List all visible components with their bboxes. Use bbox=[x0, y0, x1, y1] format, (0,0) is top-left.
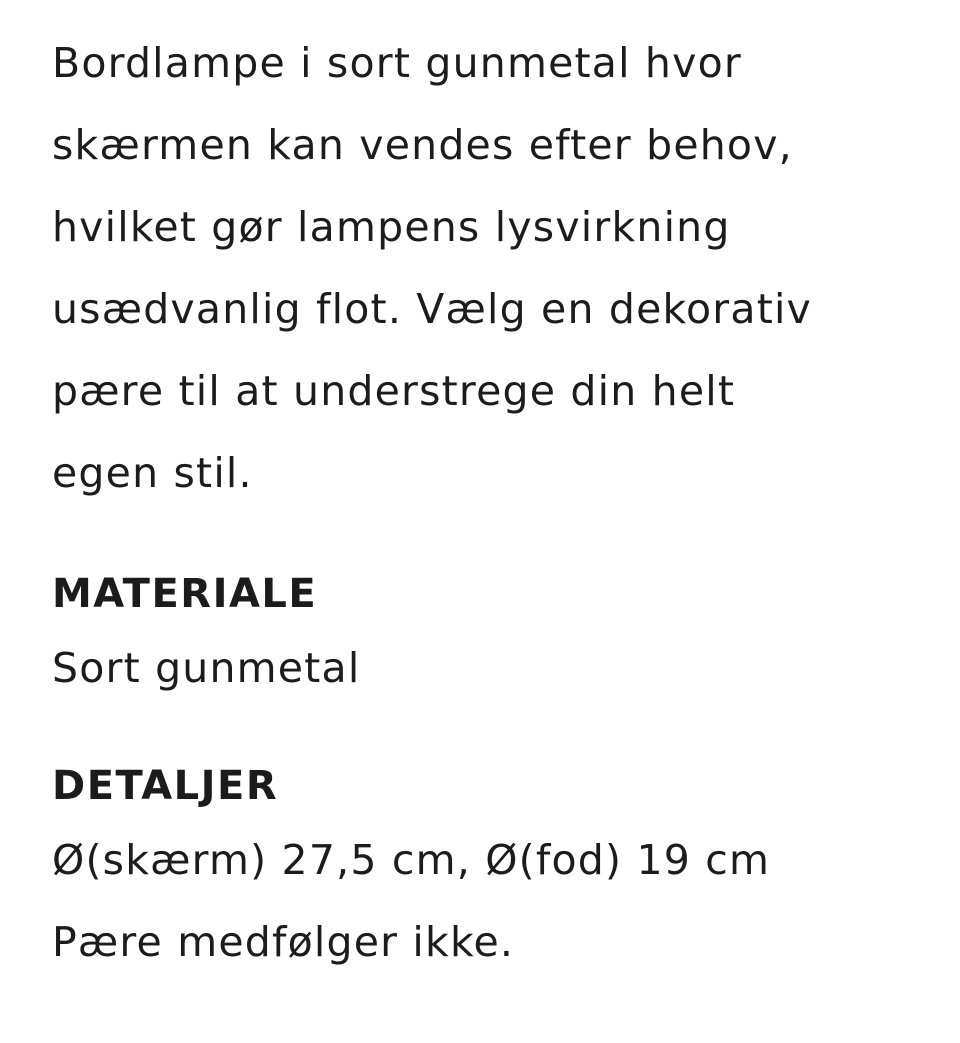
description-line: usædvanlig flot. Vælg en dekorativ bbox=[52, 285, 813, 333]
detaljer-dimensions: Ø(skærm) 27,5 cm, Ø(fod) 19 cm bbox=[52, 836, 771, 884]
description-line: egen stil. bbox=[52, 449, 253, 497]
description-line: skærmen kan vendes efter behov, bbox=[52, 121, 793, 169]
materiale-heading: MATERIALE bbox=[52, 571, 318, 617]
detaljer-bulb-note: Pære medfølger ikke. bbox=[52, 918, 515, 966]
product-description bbox=[52, 22, 932, 514]
description-line: hvilket gør lampens lysvirkning bbox=[52, 203, 731, 251]
description-line: Bordlampe i sort gunmetal hvor bbox=[52, 39, 742, 87]
product-details bbox=[52, 22, 932, 983]
detaljer-heading: DETALJER bbox=[52, 763, 279, 809]
detaljer-list bbox=[52, 819, 932, 983]
description-line: pære til at understrege din helt bbox=[52, 367, 736, 415]
materiale-value: Sort gunmetal bbox=[52, 644, 361, 692]
